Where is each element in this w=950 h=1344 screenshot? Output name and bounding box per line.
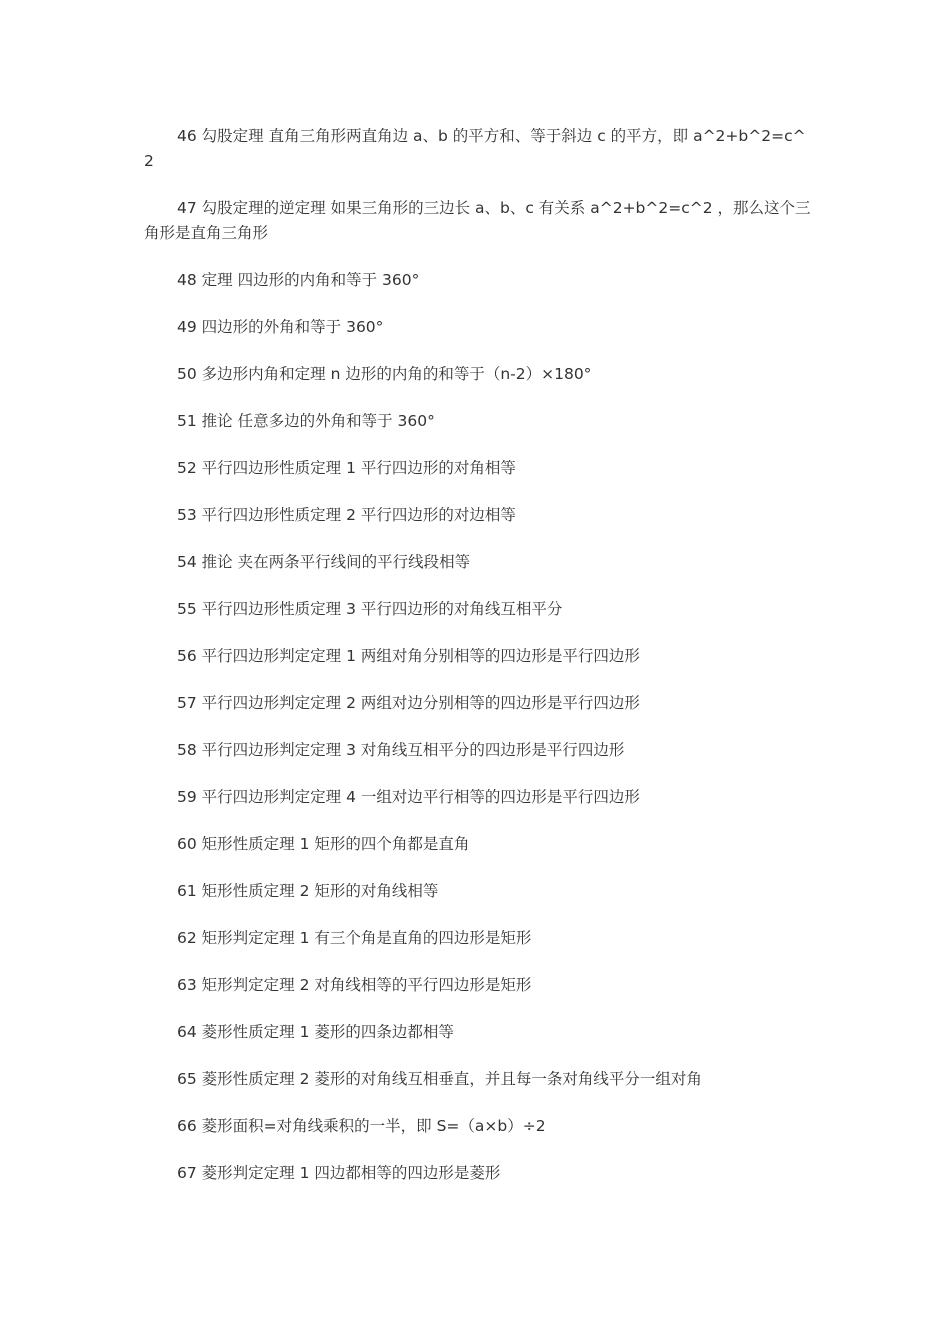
theorem-paragraph-67: 67 菱形判定定理 1 四边都相等的四边形是菱形 xyxy=(177,1164,501,1182)
theorem-paragraph-49: 49 四边形的外角和等于 360° xyxy=(177,318,384,336)
theorem-paragraph-54: 54 推论 夹在两条平行线间的平行线段相等 xyxy=(177,553,471,571)
theorem-paragraph-59: 59 平行四边形判定定理 4 一组对边平行相等的四边形是平行四边形 xyxy=(177,788,640,806)
document-body xyxy=(144,124,814,1208)
theorem-paragraph-48: 48 定理 四边形的内角和等于 360° xyxy=(177,271,420,289)
theorem-paragraph-55: 55 平行四边形性质定理 3 平行四边形的对角线互相平分 xyxy=(177,600,563,618)
theorem-paragraph-47: 47 勾股定理的逆定理 如果三角形的三边长 a、b、c 有关系 a^2+b^2=c^2 ，那么这个三角形是直角三角形 xyxy=(144,199,811,242)
theorem-paragraph-60: 60 矩形性质定理 1 矩形的四个角都是直角 xyxy=(177,835,470,853)
theorem-paragraph-64: 64 菱形性质定理 1 菱形的四条边都相等 xyxy=(177,1023,454,1041)
theorem-paragraph-52: 52 平行四边形性质定理 1 平行四边形的对角相等 xyxy=(177,459,516,477)
theorem-paragraph-61: 61 矩形性质定理 2 矩形的对角线相等 xyxy=(177,882,439,900)
theorem-paragraph-56: 56 平行四边形判定定理 1 两组对角分别相等的四边形是平行四边形 xyxy=(177,647,640,665)
theorem-paragraph-50: 50 多边形内角和定理 n 边形的内角的和等于（n-2）×180° xyxy=(177,365,592,383)
theorem-paragraph-63: 63 矩形判定定理 2 对角线相等的平行四边形是矩形 xyxy=(177,976,532,994)
theorem-paragraph-58: 58 平行四边形判定定理 3 对角线互相平分的四边形是平行四边形 xyxy=(177,741,625,759)
theorem-paragraph-65: 65 菱形性质定理 2 菱形的对角线互相垂直，并且每一条对角线平分一组对角 xyxy=(177,1070,702,1088)
theorem-paragraph-46: 46 勾股定理 直角三角形两直角边 a、b 的平方和、等于斜边 c 的平方，即 a^2+b^2=c^2 xyxy=(144,127,806,170)
theorem-paragraph-53: 53 平行四边形性质定理 2 平行四边形的对边相等 xyxy=(177,506,516,524)
theorem-paragraph-66: 66 菱形面积=对角线乘积的一半，即 S=（a×b）÷2 xyxy=(177,1117,546,1135)
theorem-paragraph-62: 62 矩形判定定理 1 有三个角是直角的四边形是矩形 xyxy=(177,929,532,947)
theorem-paragraph-51: 51 推论 任意多边的外角和等于 360° xyxy=(177,412,435,430)
theorem-paragraph-57: 57 平行四边形判定定理 2 两组对边分别相等的四边形是平行四边形 xyxy=(177,694,640,712)
